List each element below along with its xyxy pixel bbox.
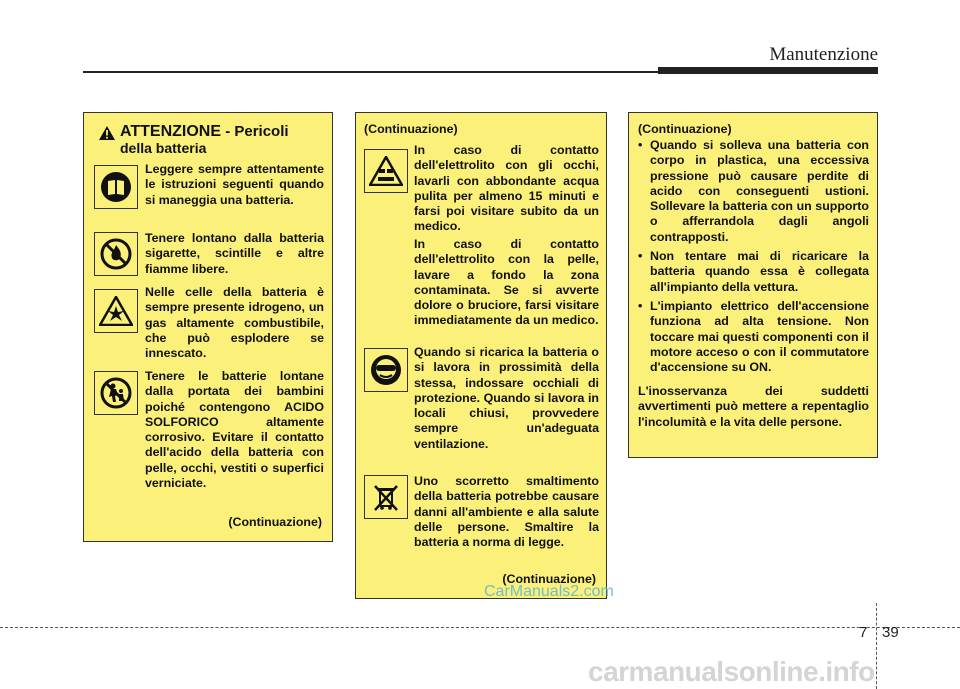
list-item: • Quando si solleva una batteria con corpo in plastica, una eccessiva pressione può causare perdite di acido con conseguenti ustioni. Sollevare la batteria con un supporto o afferrandola dagli angoli contrapposti. (638, 138, 869, 245)
warning-subtitle: della batteria (120, 140, 207, 156)
explosive-icon (94, 289, 138, 333)
warning-title-rest: - Pericoli (221, 123, 289, 140)
corrosive-icon (364, 149, 408, 193)
list-item: • Non tentare mai di ricaricare la batteria quando essa è collegata all'impianto della vettura. (638, 249, 869, 295)
watermark-carmanualsonline: carmanualsonline.info (588, 656, 875, 687)
list-item: • L'impianto elettrico dell'accensione funziona ad alta tensione. Non toccare mai questi componenti con il motore acceso o con il commutatore d'accensione su ON. (638, 299, 869, 375)
col1-paragraph-1: Leggere sempre attentamente le istruzioni seguenti quando si maneggia una batteria. (145, 162, 324, 207)
section-title: Manutenzione (769, 44, 878, 65)
no-disposal-icon (364, 475, 408, 519)
warning-title: ATTENZIONE (120, 123, 222, 140)
footer-dashed-divider (876, 603, 877, 689)
header-rule-thin (83, 71, 661, 73)
col3-closing-paragraph: L'inosservanza dei suddetti avvertimenti può mettere a repentaglio l'incolumità e la vita delle persone. (638, 384, 869, 429)
col1-paragraph-4: Tenere le batterie lontane dalla portata dei bambini poiché contengono ACIDO SOLFORICO altamente corrosivo. Evitare il contatto dell'acido della batteria con pelle, occhi, vestiti o superfici verniciate. (145, 369, 324, 491)
warning-heading (98, 123, 328, 157)
manual-book-icon (94, 165, 138, 209)
footer-dashed-line (0, 627, 960, 628)
col1-paragraph-2: Tenere lontano dalla batteria sigarette, scintille e altre fiamme libere. (145, 231, 324, 276)
no-fire-icon (94, 232, 138, 276)
keep-children-away-icon (94, 371, 138, 415)
watermark-carmanuals2: CarManuals2.com (484, 583, 614, 600)
col2-paragraph-4: Uno scorretto smaltimento della batteria potrebbe causare danni all'ambiente e alla salute delle persone. Smaltire la batteria a norma di legge. (414, 474, 599, 550)
warning-box-2 (355, 112, 607, 599)
col2-paragraph-2: In caso di contatto dell'elettrolito con la pelle, lavare a fondo la zona contaminata. Se si avverte dolore o bruciore, farsi visitare immediatamente da un medico. (414, 237, 599, 328)
col2-continued-top: (Continuazione) (364, 122, 458, 136)
warning-box-3 (628, 112, 878, 458)
col1-continued-label: (Continuazione) (228, 515, 322, 529)
warning-triangle-icon (98, 125, 116, 141)
col2-paragraph-3: Quando si ricarica la batteria o si lavora in prossimità della stessa, indossare occhiali di protezione. Quando si lavora in locali chiusi, provvedere sempre un'adeguata ventilazione. (414, 345, 599, 451)
header-rule-thick (658, 67, 878, 74)
col2-paragraph-1: In caso di contatto dell'elettrolito con gli occhi, lavarli con abbondante acqua pulita per almeno 15 minuti e farsi poi visitare subito da un medico. (414, 143, 599, 234)
page-number: 39 (882, 624, 899, 641)
warning-box-1 (83, 112, 333, 542)
col1-paragraph-3: Nelle celle della batteria è sempre presente idrogeno, un gas altamente combustibile, che può esplodere se innescato. (145, 285, 324, 361)
col3-continued-top: (Continuazione) (638, 122, 732, 136)
col3-bullet-list (638, 138, 869, 379)
eye-protection-icon (364, 348, 408, 392)
col2-continued-label: (Continuazione) (502, 572, 596, 586)
chapter-number: 7 (859, 624, 868, 641)
